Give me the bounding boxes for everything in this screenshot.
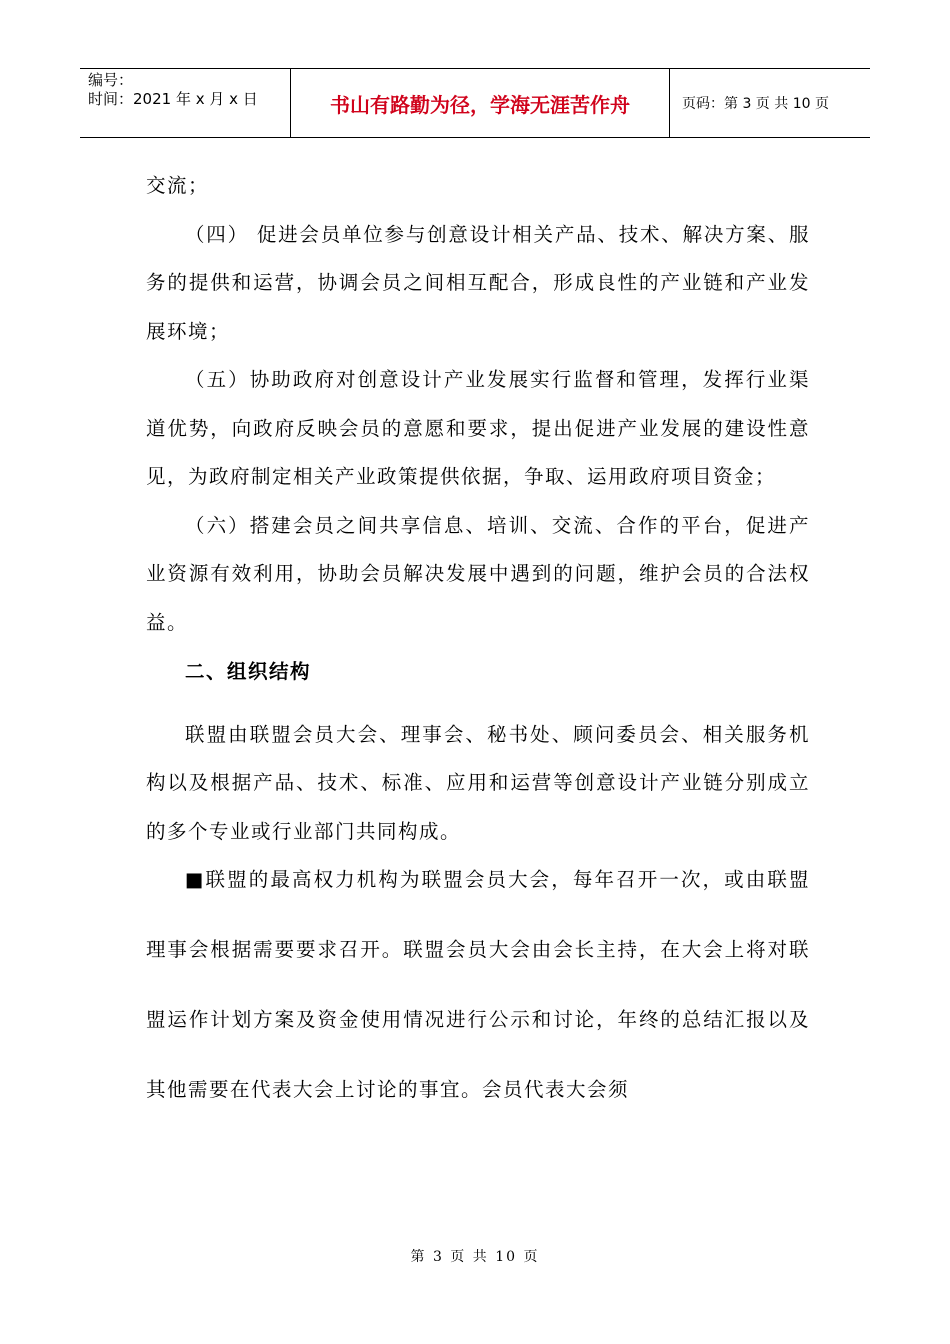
- section-heading: 二、组织结构: [185, 660, 312, 683]
- header-motto: 书山有路勤为径，学海无涯苦作舟: [291, 69, 670, 137]
- page-footer: 第 3 页 共 10 页: [410, 1249, 540, 1265]
- paragraph-general-assembly: ■联盟的最高权力机构为联盟会员大会，每年召开一次，或由联盟理事会根据需要要求召开。联盟会员大会由会长主持，在大会上将对联盟运作计划方案及资金使用情况进行公示和讨论，年终的总结汇报以及其他需要在代表大会上讨论的事宜。会员代表大会须: [146, 868, 810, 1101]
- header-meta: [80, 69, 291, 137]
- page-header: [80, 68, 870, 138]
- paragraph-structure: 联盟由联盟会员大会、理事会、秘书处、顾问委员会、相关服务机构以及根据产品、技术、标准、应用和运营等创意设计产业链分别成立的多个专业或行业部门共同构成。: [146, 722, 810, 843]
- header-page-info: 页码：第 3 页 共 10 页: [682, 96, 829, 112]
- paragraph-item-4: （四） 促进会员单位参与创意设计相关产品、技术、解决方案、服务的提供和运营，协调会员之间相互配合，形成良性的产业链和产业发展环境；: [146, 222, 810, 343]
- document-number-label: 编号：: [88, 71, 134, 89]
- paragraph-continuation: 交流；: [146, 174, 210, 197]
- paragraph-item-6: （六）搭建会员之间共享信息、培训、交流、合作的平台，促进产业资源有效利用，协助会员解决发展中遇到的问题，维护会员的合法权益。: [146, 513, 810, 634]
- document-body: [146, 162, 810, 1125]
- paragraph-item-5: （五）协助政府对创意设计产业发展实行监督和管理，发挥行业渠道优势，向政府反映会员的意愿和要求，提出促进产业发展的建设性意见，为政府制定相关产业政策提供依据，争取、运用政府项目资金；: [146, 368, 810, 488]
- document-date: 时间：2021 年 x 月 x 日: [88, 90, 258, 108]
